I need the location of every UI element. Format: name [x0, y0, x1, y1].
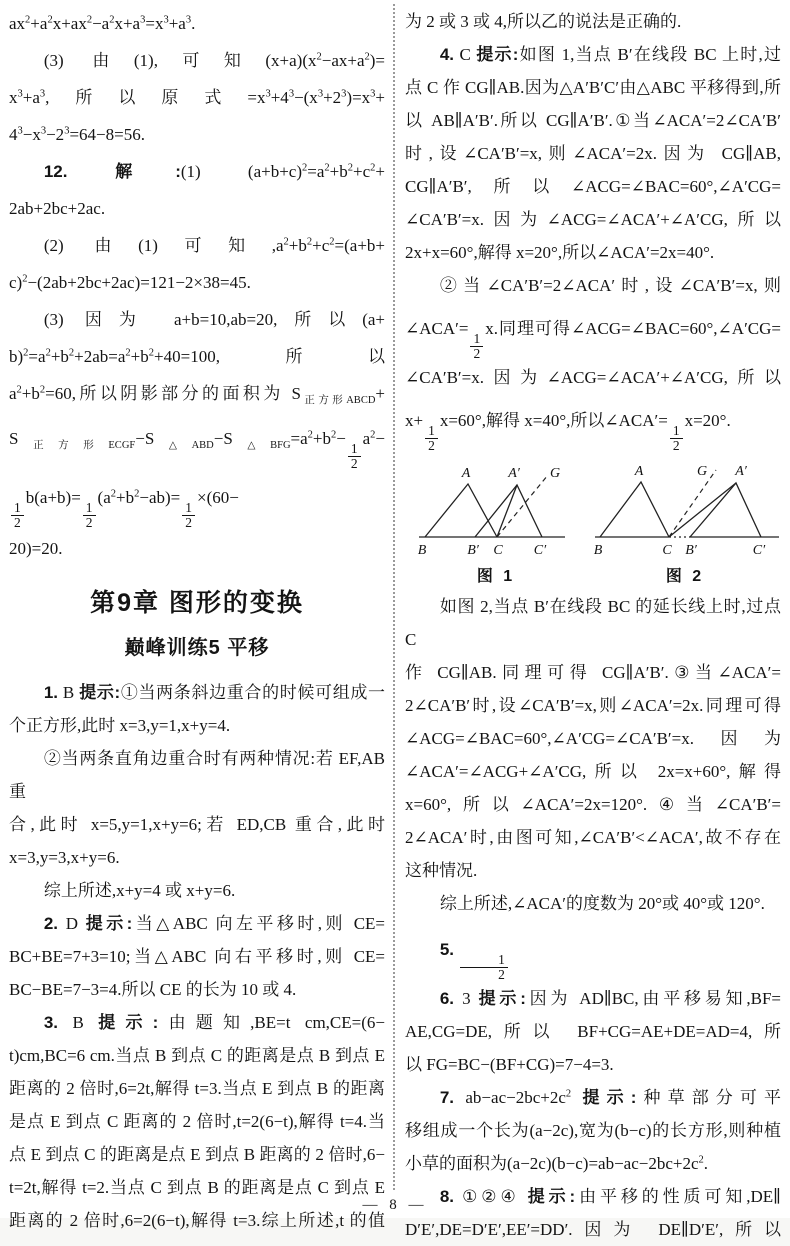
text-line: 3. B 提示:由题知,BE=t cm,CE=(6− [43, 1013, 385, 1033]
text-line: 2ab+2bc+2ac. [9, 199, 106, 218]
text-line: ∠ACA′= $\frac{1}{2}$ x.同理可得∠ACG=∠BAC=60°,∠A′CG= [405, 319, 781, 362]
column-divider [393, 4, 395, 1190]
text-line: 距离的 2 倍时,6=2t,解得 t=3.当点 E 到点 B 的距离 [9, 1079, 385, 1099]
text-line: 这种情况. [405, 861, 478, 881]
text-line: (3) 因为 a+b=10,ab=20,所以(a+ [43, 310, 385, 329]
text-line: t=2t,解得 t=2.当点 C 到点 B 的距离是点 C 到点 E [9, 1178, 385, 1198]
text-line: 12. 解:(1) $(a+b+c)^2=a^2+b^2+c^2+$ [43, 162, 385, 181]
text-line: 20)=20. [9, 539, 63, 559]
right-text-block-top [405, 5, 781, 453]
text-line: $b)^2=a^2+b^2+2ab=a^2+b^2+40=100$,所以 [9, 347, 385, 366]
text-line: AE,CG=DE,所以 BF+CG=AE+DE=AD=4,所 [405, 1022, 781, 1042]
text-line: 以 FG=BC−(BF+CG)=7−4=3. [405, 1055, 614, 1075]
text-line: t)cm,BC=6 cm.当点 B 到点 C 的距离是点 B 到点 E [9, 1046, 385, 1066]
vertex-label: C′ [752, 543, 766, 559]
text-line: 移组成一个长为(a−2c),宽为(b−c)的长方形,则种植 [405, 1121, 781, 1141]
text-line: BC+BE=7+3=10;当△ABC 向右平移时,则 CE= [9, 947, 385, 967]
text-line: 时,设∠CA′B′=x,则∠ACA′=2x.因为 CG∥AB, [405, 144, 781, 163]
figure-1 [405, 461, 587, 586]
text-line: 2x+x=60°,解得 x=20°,所以∠ACA′=2x=40°. [405, 243, 715, 262]
text-line: ②当两条直角边重合时有两种情况:若 EF,AB 重 [9, 749, 385, 802]
text-line: c)$^2$−(2ab+2bc+2ac)=121−2×38=45. [9, 273, 251, 292]
text-line: 是点 E 到点 C 距离的 2 倍时,t=2(6−t),解得 t=4.当 [9, 1112, 385, 1132]
vertex-label: B [593, 543, 603, 559]
vertex-label: A′ [735, 464, 747, 480]
text-line: 1. B 提示:①当两条斜边重合的时候可组成一 [43, 683, 386, 703]
left-text-block-top [9, 5, 385, 567]
left-column [9, 5, 385, 1237]
figure-1-drawing [405, 461, 587, 561]
text-line: 合,此时 x=5,y=1,x+y=6;若 ED,CB 重合,此时 [9, 815, 385, 835]
vertex-label: B′ [467, 543, 479, 559]
text-line: x=3,y=3,x+y=6. [9, 848, 120, 868]
right-column [405, 5, 781, 1246]
figures-row [405, 461, 781, 586]
text-line: 2∠CA′B′时,设∠CA′B′=x,则∠ACA′=2x.同理可得 [405, 696, 781, 716]
vertex-label: A′ [508, 466, 520, 482]
text-line: ∠CA′B′=x.因为∠ACG=∠ACA′+∠A′CG,所以 [405, 210, 781, 229]
text-line: x+ $\frac{1}{2}$ x=60°,解得 x=40°,所以∠ACA′= $\frac{1}{2}$ x=20°. [405, 411, 731, 454]
text-line: 2. D 提示:当△ABC 向左平移时,则 CE= [43, 914, 385, 934]
text-line: 6. 3 提示:因为 AD∥BC,由平移易知,BF= [439, 989, 782, 1009]
text-line: x=60°,所以∠ACA′=2x=120°.④当∠CA′B′= [405, 795, 781, 815]
text-line: $\frac{1}{2}$ b(a+b)= $\frac{1}{2}$ $(a^2+b^2-ab)=$ $\frac{1}{2}$ ×(60− [9, 471, 385, 530]
text-line: D′E′,DE=D′E′,EE′=DD′.因为 DE∥D′E′,所以 [405, 1220, 781, 1240]
text-line: 以 AB∥A′B′.所以 CG∥A′B′.①当∠ACA′=2∠CA′B′ [405, 111, 781, 130]
text-line: BC−BE=7−3=4.所以 CE 的长为 10 或 4. [9, 980, 297, 1000]
dashed-line-CG [497, 475, 548, 537]
vertex-label: C [662, 543, 672, 559]
text-line: 个正方形,此时 x=3,y=1,x+y=4. [9, 716, 231, 736]
text-line: 8. ①②④ 提示:由平移的性质可知,DE∥ [439, 1187, 781, 1207]
right-text-block-bottom [405, 590, 781, 1246]
text-line: 点 E 到点 C 的距离是点 E 到点 B 距离的 2 倍时,6− [9, 1145, 385, 1165]
text-line: 4. C 提示:如图 1,当点 B′在线段 BC 上时,过 [439, 45, 781, 64]
text-line: ②当∠CA′B′=2∠ACA′时,设∠CA′B′=x,则 [439, 276, 781, 295]
text-line: 5. $\frac{1}{2}$ [405, 920, 781, 982]
vertex-label: G [696, 464, 708, 480]
left-text-block-bottom [9, 676, 385, 1237]
text-line: 点 C 作 CG∥AB.因为△A′B′C′由△ABC 平移得到,所 [405, 78, 781, 97]
section-title: 巅峰训练5 平移 [124, 637, 270, 660]
figure-1-caption: 图 1 [476, 568, 516, 586]
text-line: ∠ACG=∠BAC=60°,∠A′CG=∠CA′B′=x.因为 [405, 729, 781, 749]
vertex-label: C [493, 543, 503, 559]
text-line: $ax^2+a^2x+ax^2-a^2x+a^3=x^3+a^3$. [9, 14, 196, 33]
text-line: (2) 由(1)可知$,a^2+b^2+c^2=(a+b+$ [43, 236, 385, 255]
text-line: $a^2+b^2=60$,所以阴影部分的面积为 $S_{正方形ABCD}+$ [9, 384, 385, 406]
text-line: 作 CG∥AB.同理可得 CG∥A′B′.③当∠ACA′= [405, 663, 781, 683]
text-line: ∠ACA′=∠ACG+∠A′CG,所以 2x=x+60°,解得 [405, 762, 781, 782]
text-line: 为 2 或 3 或 4,所以乙的说法是正确的. [405, 12, 682, 31]
text-line: 2∠ACA′时,由图可知,∠CA′B′<∠ACA′,故不存在 [405, 828, 781, 848]
text-line: 小草的面积为$(a-2c)(b-c)=ab-ac-2bc+2c^2$. [405, 1154, 709, 1174]
text-line: 综上所述,x+y=4 或 x+y=6. [43, 881, 236, 901]
text-line: (3) 由(1),可知$(x+a)(x^2-ax+a^2)=$ [43, 51, 385, 70]
text-line: 如图 2,当点 B′在线段 BC 的延长线上时,过点 C [405, 597, 781, 650]
dashed-line-CG [669, 470, 716, 537]
text-line: $S_{正方形ECGF}-S_{\triangle ABD}-S_{\triangle BFG}=a^2+b^2-$ $\frac{1}{2}$ $a^2-$ [9, 429, 385, 472]
page-number: — 8 — [362, 1197, 428, 1213]
text-line: $4^3-x^3-2^3=64-8=56$. [9, 125, 145, 144]
chapter-title: 第9章 图形的变换 [90, 589, 304, 618]
vertex-label: B′ [685, 543, 697, 559]
text-line: CG∥A′B′,所以∠ACG=∠BAC=60°,∠A′CG= [405, 177, 781, 196]
text-line: 7. $ab-ac-2bc+2c^2$ 提示:种草部分可平 [439, 1088, 782, 1108]
vertex-label: A [461, 466, 471, 482]
figure-2-drawing [589, 461, 781, 561]
text-line: ∠CA′B′=x.因为∠ACG=∠ACA′+∠A′CG,所以 [405, 368, 781, 388]
vertex-label: G [549, 466, 561, 482]
vertex-label: A [634, 464, 644, 480]
text-line: $x^3+a^3$,所以原式$=x^3+4^3-(x^3+2^3)=x^3+$ [9, 88, 385, 107]
figure-2 [589, 461, 781, 586]
figure-2-caption: 图 2 [665, 568, 705, 586]
vertex-label: B [417, 543, 427, 559]
text-line: 综上所述,∠ACA′的度数为 20°或 40°或 120°. [439, 894, 765, 914]
text-line: 距离的 2 倍时,6=2(6−t),解得 t=3.综上所述,t 的值 [9, 1211, 385, 1231]
vertex-label: C′ [533, 543, 547, 559]
